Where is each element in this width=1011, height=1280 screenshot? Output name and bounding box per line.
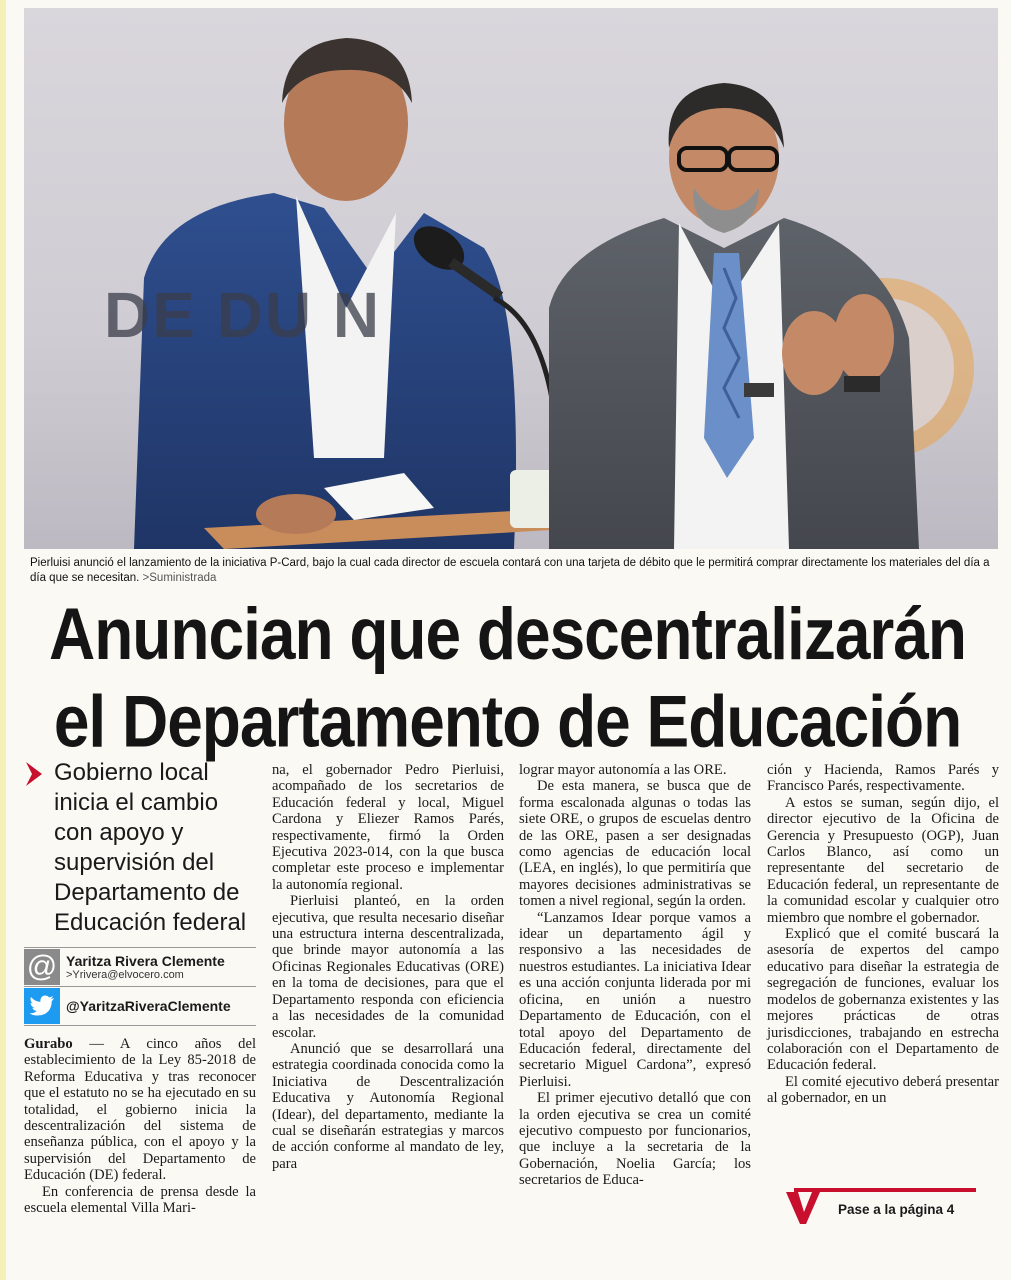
- paragraph: Anunció que se desarrollará una estrategia coordinada conocida como la Iniciativa de Descentralización Educativa y Autonomía Regional (Idear), del departamento, mediante la cual se diseñarán estrategias y marcos de acción conforme al mandato de ley, para: [272, 1040, 504, 1172]
- paragraph: [24, 1036, 256, 1184]
- headline: [20, 590, 995, 765]
- author-email: >Yrivera@elvocero.com: [66, 969, 184, 981]
- author-name: Yaritza Rivera Clemente: [66, 953, 225, 969]
- jump-text: Pase a la página 4: [838, 1202, 955, 1217]
- byline: [24, 947, 256, 1026]
- twitter-bird-icon: [24, 988, 60, 1024]
- paragraph: A estos se suman, según dijo, el director ejecutivo de la Oficina de Gerencia y Presupuesto (OGP), Juan Carlos Blanco, así como un representante del secretario de Educación federal, un representante de la comunidad escolar y cualquier otro miembro que nombre el gobernador.: [767, 794, 999, 926]
- caption-credit: >Suministrada: [142, 572, 217, 584]
- article-column-2: [272, 762, 504, 1172]
- caption-text: Pierluisi anunció el lanzamiento de la iniciativa P-Card, bajo la cual cada director de escuela contará con una tarjeta de débito que le permitirá comprar directamente los materiales del día a día que se necesitan.: [30, 557, 990, 584]
- paragraph: Explicó que el comité buscará la asesoría de expertos del campo educativo para diseñar la estrategia de segregación de funciones, evaluar los modelos de gobernanza existentes y las mejores prácticas de otras jurisdicciones, trabajando en estrecha colaboración con el Departamento de Educación federal.: [767, 926, 999, 1074]
- article-column-4: [767, 762, 999, 1107]
- page-edge: [0, 0, 6, 1280]
- paragraph: Pierluisi planteó, en la orden ejecutiva, que resulta necesario diseñar una estructura interna descentralizada, que brinde mayor autonomía a las Oficinas Regionales Educativas (ORE) en la toma de decisiones, para que el Departamento responda con eficiencia a las necesidades de la comunidad escolar.: [272, 893, 504, 1041]
- dateline: Gurabo: [24, 1036, 73, 1052]
- deck-subheadline: Gobierno local inicia el cambio con apoyo y supervisión del Departamento de Educación federal: [54, 759, 247, 936]
- author-twitter-handle: @YaritzaRiveraClemente: [66, 998, 231, 1014]
- byline-twitter-row: [24, 987, 256, 1026]
- paragraph: “Lanzamos Idear porque vamos a idear un departamento ágil y responsivo a las necesidades de nuestros estudiantes. La iniciativa Idear es una acción conjunta liderada por mi oficina, en unión a nuestro Departamento de Educación, con el total apoyo del Departamento de Educación federal, directamente del secretario Miguel Cardona”, expresó Pierluisi.: [519, 909, 751, 1090]
- headline-line-1: Anuncian que descentralizarán: [48, 592, 967, 676]
- photo-caption: [30, 556, 990, 586]
- chevron-right-icon: [24, 762, 42, 786]
- at-sign-icon: @: [24, 949, 60, 985]
- article-column-1: [24, 1036, 256, 1216]
- byline-author-row: [24, 948, 256, 987]
- paragraph: na, el gobernador Pedro Pierluisi, acompañado de los secretarios de Educación federal y local, Miguel Cardona y Eliezer Ramos Parés, respectivamente, firmó la Orden Ejecutiva 2023-014, con la que busca completar este proceso e implementar la autonomía regional.: [272, 762, 504, 893]
- paragraph: El comité ejecutivo deberá presentar al gobernador, en un: [767, 1073, 999, 1107]
- paragraph: El primer ejecutivo detalló que con la orden ejecutiva se crea un comité ejecutivo compuesto por funcionarios, que incluye a la secretaria de la Gobernación, Noelia García; los secretarios de Educa-: [519, 1090, 751, 1189]
- jump-divider: [794, 1188, 976, 1192]
- continued-on-page[interactable]: [786, 1188, 976, 1224]
- paragraph: ción y Hacienda, Ramos Parés y Francisco Parés, respectivamente.: [767, 762, 999, 795]
- photo-background-text: DE DU N: [104, 279, 382, 351]
- paragraph: De esta manera, se busca que de forma escalonada algunas o todas las siete ORE, o grupos de escuelas dentro de las ORE, pasen a ser designadas como agencias de educación local (LEA, en inglés), lo que permitiría que mayores decisiones administrativas se tomen a nivel regional, según la orden.: [519, 778, 751, 910]
- news-photo: [24, 8, 998, 549]
- article-column-3: [519, 762, 751, 1189]
- paragraph: lograr mayor autonomía a las ORE.: [519, 762, 727, 778]
- headline-line-2: el Departamento de Educación: [53, 679, 962, 763]
- paragraph: En conferencia de prensa desde la escuela elemental Villa Mari-: [24, 1183, 256, 1217]
- vocero-v-logo-icon: [786, 1190, 820, 1224]
- paragraph-text: — A cinco años del establecimiento de la Ley 85-2018 de Reforma Educativa y tras reconocer que el estatuto no se ha ejecutado en su totalidad, el gobierno inicia la descentralización del sistema de enseñanza pública, con el apoyo y la supervisión del Departamento de Educación (DE) federal.: [24, 1036, 256, 1184]
